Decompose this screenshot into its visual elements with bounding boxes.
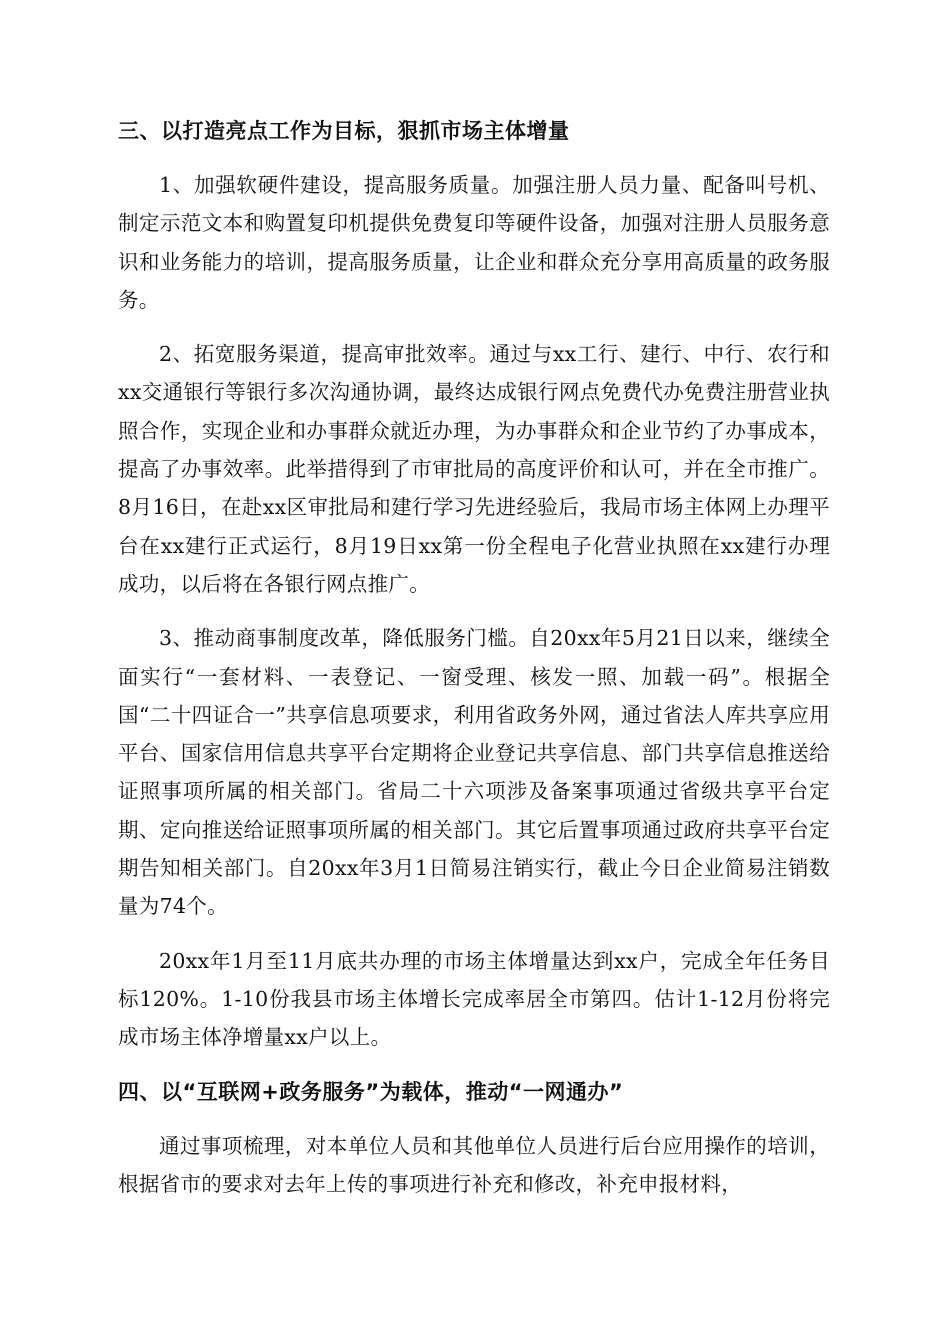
section-3-paragraph-1: 1、加强软硬件建设，提高服务质量。加强注册人员力量、配备叫号机、制定示范文本和购置复印机提供免费复印等硬件设备，加强对注册人员服务意识和业务能力的培训，提高服务质量，让企业和群众充分享用高质量的政务服务。 bbox=[118, 173, 830, 312]
section-4-paragraph-1: 通过事项梳理，对本单位人员和其他单位人员进行后台应用操作的培训，根据省市的要求对去年上传的事项进行补充和修改，补充申报材料， bbox=[118, 1133, 830, 1196]
document-body bbox=[118, 112, 830, 1203]
section-3-paragraph-2: 2、拓宽服务渠道，提高审批效率。通过与xx工行、建行、中行、农行和xx交通银行等银行多次沟通协调，最终达成银行网点免费代办免费注册营业执照合作，实现企业和办事群众就近办理，为办事群众和企业节约了办事成本，提高了办事效率。此举措得到了市审批局的高度评价和认可，并在全市推广。8月16日，在赴xx区审批局和建行学习先进经验后，我局市场主体网上办理平台在xx建行正式运行，8月19日xx第一份全程电子化营业执照在xx建行办理成功，以后将在各银行网点推广。 bbox=[118, 342, 830, 596]
section-3-paragraph-3: 3、推动商事制度改革，降低服务门槛。自20xx年5月21日以来，继续全面实行“一套材料、一表登记、一窗受理、核发一照、加载一码”。根据全国“二十四证合一”共享信息项要求，利用省政务外网，通过省法人库共享应用平台、国家信用信息共享平台定期将企业登记共享信息、部门共享信息推送给证照事项所属的相关部门。省局二十六项涉及备案事项通过省级共享平台定期、定向推送给证照事项所属的相关部门。其它后置事项通过政府共享平台定期告知相关部门。自20xx年3月1日简易注销实行，截止今日企业简易注销数量为74个。 bbox=[118, 626, 830, 919]
section-4-heading: 四、以“互联网+政务服务”为载体，推动“一网通办” bbox=[118, 1079, 624, 1104]
section-3-heading: 三、以打造亮点工作为目标，狠抓市场主体增量 bbox=[118, 119, 570, 143]
section-3-paragraph-4: 20xx年1月至11月底共办理的市场主体增量达到xx户，完成全年任务目标120%。1-10份我县市场主体增长完成率居全市第四。估计1-12月份将完成市场主体净增量xx户以上。 bbox=[118, 948, 830, 1050]
